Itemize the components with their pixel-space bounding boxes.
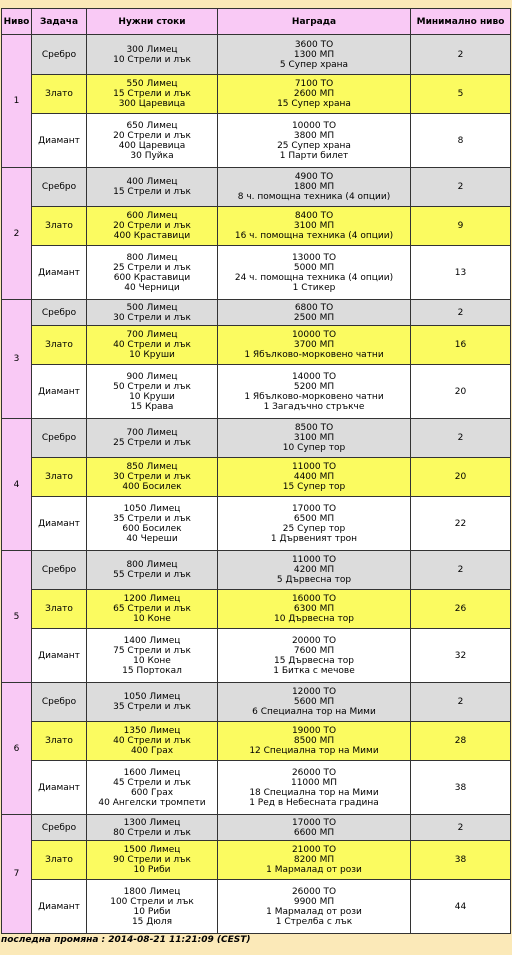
reward-item: 5000 МП: [293, 262, 335, 273]
reward-cell: [218, 419, 411, 458]
reward-item: 6600 МП: [293, 827, 335, 838]
min-level-cell: 26: [411, 590, 511, 629]
goods-item: 35 Стрели и лък: [113, 702, 191, 712]
goods-item: 1600 Лимец: [123, 767, 181, 778]
min-level-cell: 2: [411, 683, 511, 722]
reward-cell: [218, 75, 411, 114]
goods-cell: [87, 815, 218, 841]
reward-cell: [218, 880, 411, 934]
reward-cell: [218, 365, 411, 419]
min-level-cell: 16: [411, 326, 511, 365]
reward-item: 15 Супер храна: [277, 99, 351, 109]
goods-cell: [87, 629, 218, 683]
goods-item: 15 Стрели и лък: [113, 89, 191, 99]
reward-item: 6500 МП: [293, 513, 335, 524]
table-row: [2, 458, 511, 497]
header-reward: Награда: [218, 9, 411, 35]
goods-item: 1500 Лимец: [123, 845, 181, 855]
goods-item: 400 Босилек: [122, 482, 182, 492]
reward-cell: [218, 722, 411, 761]
reward-item: 1 Ябълково-морковено чатни: [244, 350, 384, 360]
goods-item: 400 Краставици: [113, 231, 191, 241]
table-row: [2, 590, 511, 629]
reward-item: 8500 ТО: [294, 423, 334, 433]
goods-cell: [87, 761, 218, 815]
goods-item: 1050 Лимец: [123, 503, 181, 514]
reward-item: 13000 ТО: [291, 252, 337, 263]
min-level-cell: 2: [411, 35, 511, 75]
reward-item: 17000 ТО: [291, 503, 337, 514]
goods-item: 50 Стрели и лък: [113, 381, 191, 392]
goods-item: 65 Стрели и лък: [113, 604, 191, 614]
reward-item: 16 ч. помощна техника (4 опции): [234, 231, 394, 241]
goods-item: 1200 Лимец: [123, 594, 181, 604]
goods-item: 1350 Лимец: [123, 726, 181, 736]
reward-item: 19000 ТО: [291, 726, 337, 736]
reward-item: 16000 ТО: [291, 594, 337, 604]
reward-item: 11000 МП: [290, 777, 338, 788]
goods-cell: [87, 35, 218, 75]
goods-item: 10 Круши: [129, 350, 175, 360]
level-cell: 2: [2, 168, 32, 300]
goods-item: 800 Лимец: [126, 252, 178, 263]
goods-item: 1050 Лимец: [123, 692, 181, 702]
quest-table: [1, 8, 511, 934]
goods-item: 1300 Лимец: [123, 817, 181, 828]
reward-item: 1 Парти билет: [279, 150, 349, 161]
table-body: [2, 35, 511, 934]
goods-cell: [87, 207, 218, 246]
reward-item: 24 ч. помощна техника (4 опции): [234, 272, 394, 283]
reward-item: 25 Супер тор: [282, 523, 346, 534]
reward-cell: [218, 629, 411, 683]
goods-item: 30 Пуйка: [130, 150, 174, 161]
reward-item: 15 Супер тор: [282, 482, 346, 492]
table-header-row: [2, 9, 511, 35]
goods-cell: [87, 419, 218, 458]
goods-item: 25 Стрели и лък: [113, 262, 191, 273]
goods-item: 300 Царевица: [118, 99, 186, 109]
reward-item: 10 Супер тор: [282, 443, 346, 453]
task-cell: Сребро: [32, 551, 87, 590]
goods-item: 600 Лимец: [126, 211, 178, 221]
level-cell: 4: [2, 419, 32, 551]
min-level-cell: 2: [411, 300, 511, 326]
table-row: [2, 365, 511, 419]
goods-cell: [87, 683, 218, 722]
task-cell: Злато: [32, 326, 87, 365]
reward-cell: [218, 207, 411, 246]
header-level: Ниво: [2, 9, 32, 35]
goods-item: 75 Стрели и лък: [113, 645, 191, 656]
goods-item: 90 Стрели и лък: [113, 855, 191, 865]
reward-item: 15 Дървесна тор: [274, 655, 354, 666]
reward-item: 7600 МП: [293, 645, 335, 656]
task-cell: Диамант: [32, 880, 87, 934]
reward-item: 18 Специална тор на Мими: [249, 787, 379, 798]
task-cell: Злато: [32, 458, 87, 497]
table-row: [2, 326, 511, 365]
reward-cell: [218, 326, 411, 365]
reward-cell: [218, 300, 411, 326]
task-cell: Диамант: [32, 761, 87, 815]
table-row: [2, 168, 511, 207]
task-cell: Злато: [32, 207, 87, 246]
reward-item: 1 Битка с мечове: [273, 665, 355, 676]
reward-cell: [218, 168, 411, 207]
reward-cell: [218, 458, 411, 497]
task-cell: Злато: [32, 590, 87, 629]
goods-item: 300 Лимец: [126, 44, 178, 55]
reward-item: 5600 МП: [293, 697, 335, 707]
level-cell: 1: [2, 35, 32, 168]
reward-item: 1 Дървеният трон: [270, 533, 358, 544]
goods-item: 10 Круши: [129, 391, 175, 402]
min-level-cell: 5: [411, 75, 511, 114]
goods-cell: [87, 590, 218, 629]
task-cell: Сребро: [32, 168, 87, 207]
table-row: [2, 207, 511, 246]
goods-item: 550 Лимец: [126, 79, 178, 89]
goods-item: 900 Лимец: [126, 371, 178, 382]
goods-cell: [87, 722, 218, 761]
reward-item: 10 Дървесна тор: [274, 614, 354, 624]
reward-item: 2500 МП: [293, 312, 335, 323]
table-row: [2, 761, 511, 815]
level-cell: 6: [2, 683, 32, 815]
table-row: [2, 683, 511, 722]
task-cell: Диамант: [32, 497, 87, 551]
goods-item: 700 Лимец: [126, 428, 178, 438]
reward-item: 6800 ТО: [294, 302, 334, 313]
goods-cell: [87, 551, 218, 590]
reward-item: 6 Специална тор на Мими: [252, 707, 376, 717]
min-level-cell: 8: [411, 114, 511, 168]
level-cell: 5: [2, 551, 32, 683]
goods-item: 600 Босилек: [122, 523, 182, 534]
goods-item: 15 Крава: [130, 401, 174, 412]
reward-cell: [218, 815, 411, 841]
goods-item: 400 Грах: [130, 746, 174, 756]
goods-item: 600 Краставици: [113, 272, 191, 283]
task-cell: Диамант: [32, 629, 87, 683]
task-cell: Сребро: [32, 419, 87, 458]
table-row: [2, 419, 511, 458]
reward-item: 1 Стикер: [292, 282, 336, 293]
min-level-cell: 22: [411, 497, 511, 551]
task-cell: Сребро: [32, 815, 87, 841]
goods-cell: [87, 114, 218, 168]
reward-cell: [218, 35, 411, 75]
reward-item: 3700 МП: [293, 340, 335, 350]
table-row: [2, 497, 511, 551]
reward-cell: [218, 590, 411, 629]
goods-item: 15 Дюля: [131, 916, 173, 927]
goods-item: 1400 Лимец: [123, 635, 181, 646]
reward-item: 8400 ТО: [294, 211, 334, 221]
goods-cell: [87, 365, 218, 419]
reward-item: 5200 МП: [293, 381, 335, 392]
table-row: [2, 841, 511, 880]
goods-item: 80 Стрели и лък: [113, 827, 191, 838]
goods-item: 15 Портокал: [122, 665, 182, 676]
task-cell: Злато: [32, 841, 87, 880]
min-level-cell: 9: [411, 207, 511, 246]
reward-item: 14000 ТО: [291, 371, 337, 382]
reward-cell: [218, 246, 411, 300]
table-row: [2, 629, 511, 683]
goods-item: 45 Стрели и лък: [113, 777, 191, 788]
reward-item: 4900 ТО: [294, 172, 334, 182]
goods-item: 25 Стрели и лък: [113, 438, 191, 448]
level-cell: 3: [2, 300, 32, 419]
goods-item: 600 Грах: [130, 787, 174, 798]
reward-item: 17000 ТО: [291, 817, 337, 828]
goods-item: 100 Стрели и лък: [110, 896, 194, 907]
reward-item: 26000 ТО: [291, 886, 337, 897]
task-cell: Сребро: [32, 300, 87, 326]
min-level-cell: 38: [411, 761, 511, 815]
reward-cell: [218, 841, 411, 880]
reward-cell: [218, 683, 411, 722]
reward-item: 11000 ТО: [291, 462, 337, 472]
goods-item: 20 Стрели и лък: [113, 221, 191, 231]
goods-item: 850 Лимец: [126, 462, 178, 472]
goods-item: 650 Лимец: [126, 120, 178, 131]
reward-item: 3800 МП: [293, 130, 335, 141]
reward-item: 10000 ТО: [291, 330, 337, 340]
min-level-cell: 2: [411, 168, 511, 207]
min-level-cell: 2: [411, 419, 511, 458]
reward-cell: [218, 497, 411, 551]
goods-cell: [87, 458, 218, 497]
min-level-cell: 28: [411, 722, 511, 761]
task-cell: Злато: [32, 722, 87, 761]
reward-item: 1300 МП: [293, 49, 335, 60]
reward-item: 5 Супер храна: [279, 59, 349, 70]
reward-item: 1 Стрелба с лък: [275, 916, 353, 927]
reward-item: 5 Дървесна тор: [276, 575, 352, 585]
reward-item: 11000 ТО: [291, 555, 337, 565]
goods-item: 400 Лимец: [126, 177, 178, 187]
min-level-cell: 20: [411, 365, 511, 419]
goods-item: 35 Стрели и лък: [113, 513, 191, 524]
task-cell: Диамант: [32, 114, 87, 168]
task-cell: Диамант: [32, 246, 87, 300]
reward-cell: [218, 114, 411, 168]
reward-item: 1 Ябълково-морковено чатни: [244, 391, 384, 402]
goods-item: 800 Лимец: [126, 560, 178, 570]
reward-item: 25 Супер храна: [277, 140, 351, 151]
min-level-cell: 13: [411, 246, 511, 300]
reward-item: 8200 МП: [293, 855, 335, 865]
goods-item: 30 Стрели и лък: [113, 312, 191, 323]
goods-item: 10 Риби: [133, 865, 171, 875]
header-min-level: Минимално ниво: [411, 9, 511, 35]
goods-item: 10 Коне: [133, 655, 171, 666]
reward-item: 20000 ТО: [291, 635, 337, 646]
goods-item: 1800 Лимец: [123, 886, 181, 897]
table-row: [2, 246, 511, 300]
table-row: [2, 114, 511, 168]
reward-item: 26000 ТО: [291, 767, 337, 778]
reward-item: 4200 МП: [293, 565, 335, 575]
reward-item: 1 Ред в Небесната градина: [249, 797, 379, 808]
goods-item: 400 Царевица: [118, 140, 186, 151]
goods-cell: [87, 246, 218, 300]
goods-item: 40 Ангелски тромпети: [98, 797, 206, 808]
goods-item: 40 Стрели и лък: [113, 340, 191, 350]
min-level-cell: 2: [411, 551, 511, 590]
goods-item: 10 Риби: [133, 906, 171, 917]
table-row: [2, 880, 511, 934]
reward-item: 8 ч. помощна техника (4 опции): [237, 192, 391, 202]
min-level-cell: 32: [411, 629, 511, 683]
task-cell: Диамант: [32, 365, 87, 419]
reward-item: 4400 МП: [293, 472, 335, 482]
goods-item: 20 Стрели и лък: [113, 130, 191, 141]
table-row: [2, 300, 511, 326]
last-modified-note: последна промяна : 2014-08-21 11:21:09 (CEST): [1, 935, 251, 945]
reward-item: 6300 МП: [293, 604, 335, 614]
goods-item: 500 Лимец: [126, 302, 178, 313]
reward-item: 8500 МП: [293, 736, 335, 746]
table-row: [2, 551, 511, 590]
goods-item: 40 Череши: [126, 533, 178, 544]
min-level-cell: 44: [411, 880, 511, 934]
goods-cell: [87, 841, 218, 880]
reward-item: 1 Мармалад от рози: [266, 865, 362, 875]
reward-cell: [218, 761, 411, 815]
table-row: [2, 75, 511, 114]
goods-cell: [87, 300, 218, 326]
task-cell: Злато: [32, 75, 87, 114]
goods-cell: [87, 75, 218, 114]
reward-item: 1 Загадъчно стръкче: [263, 401, 365, 412]
reward-item: 1800 МП: [293, 182, 335, 192]
reward-item: 10000 ТО: [291, 120, 337, 131]
goods-item: 700 Лимец: [126, 330, 178, 340]
goods-cell: [87, 497, 218, 551]
header-task: Задача: [32, 9, 87, 35]
reward-item: 9900 МП: [293, 896, 335, 907]
table-row: [2, 35, 511, 75]
table-row: [2, 815, 511, 841]
goods-item: 40 Черници: [124, 282, 180, 293]
goods-item: 10 Стрели и лък: [113, 54, 191, 65]
goods-item: 30 Стрели и лък: [113, 472, 191, 482]
reward-item: 3100 МП: [293, 221, 335, 231]
reward-item: 1 Мармалад от рози: [266, 906, 362, 917]
goods-item: 40 Стрели и лък: [113, 736, 191, 746]
reward-cell: [218, 551, 411, 590]
goods-item: 15 Стрели и лък: [113, 187, 191, 197]
task-cell: Сребро: [32, 683, 87, 722]
task-cell: Сребро: [32, 35, 87, 75]
goods-item: 55 Стрели и лък: [113, 570, 191, 580]
level-cell: 7: [2, 815, 32, 934]
reward-item: 3600 ТО: [294, 39, 334, 50]
goods-item: 10 Коне: [133, 614, 171, 624]
min-level-cell: 20: [411, 458, 511, 497]
reward-item: 3100 МП: [293, 433, 335, 443]
min-level-cell: 2: [411, 815, 511, 841]
reward-item: 2600 МП: [293, 89, 335, 99]
goods-cell: [87, 168, 218, 207]
goods-cell: [87, 880, 218, 934]
goods-cell: [87, 326, 218, 365]
min-level-cell: 38: [411, 841, 511, 880]
header-goods: Нужни стоки: [87, 9, 218, 35]
reward-item: 12 Специална тор на Мими: [249, 746, 379, 756]
reward-item: 21000 ТО: [291, 845, 337, 855]
reward-item: 7100 ТО: [294, 79, 334, 89]
reward-item: 12000 ТО: [291, 687, 337, 697]
table-row: [2, 722, 511, 761]
